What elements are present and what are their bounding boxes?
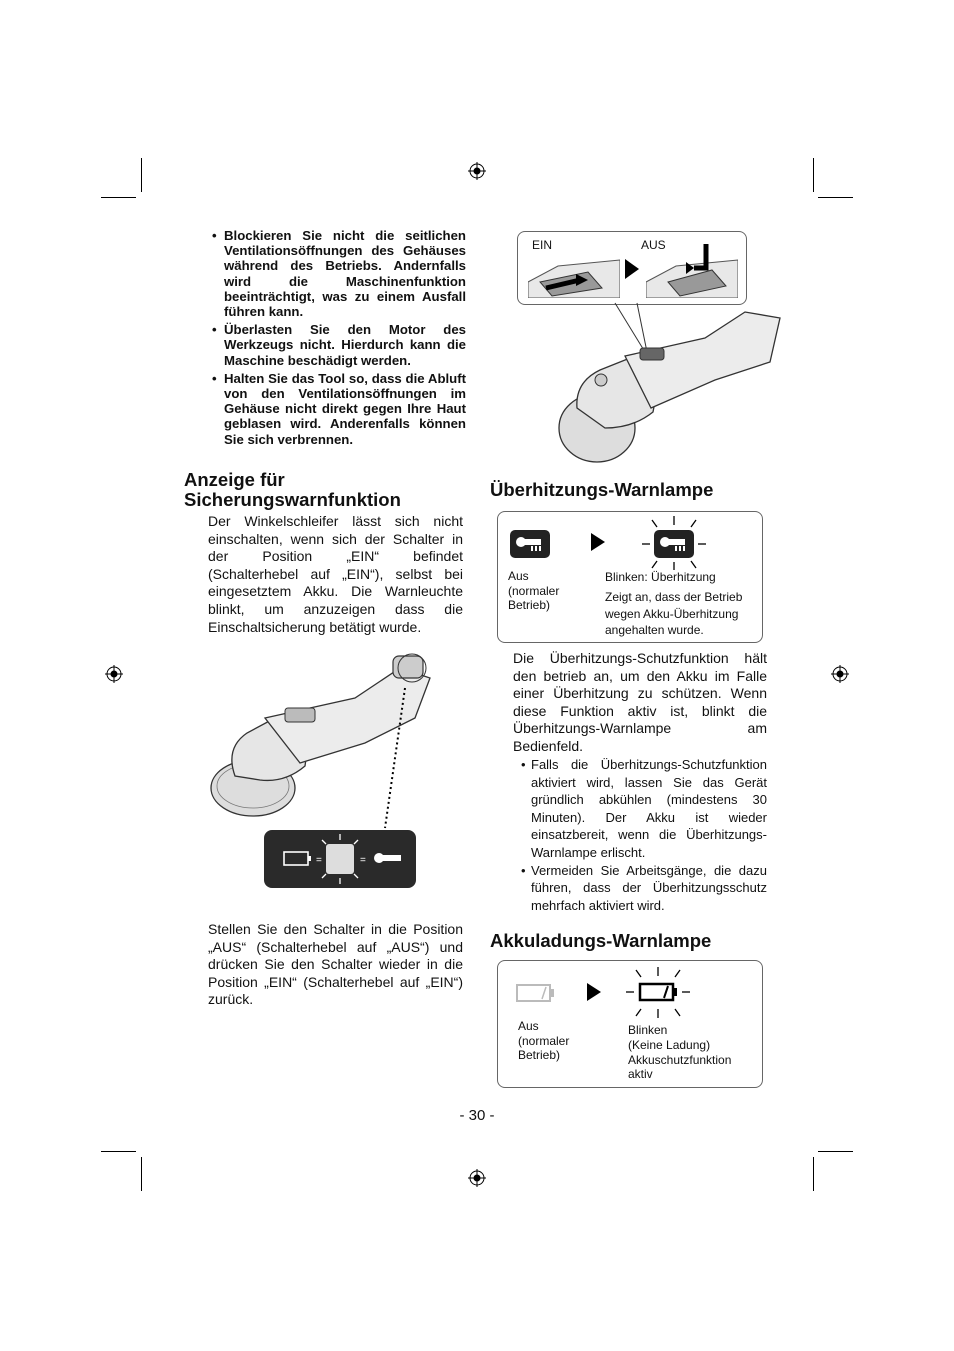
warning-item: • Halten Sie das Tool so, dass die Abluft von den Ventilationsöffnungen im Gehäuse nicht direkt gegen Ihre Haut geblasen wird. Anderenfalls können Sie sich verbrennen. [212, 371, 466, 447]
warning-list [184, 228, 466, 447]
arrow-right-icon [625, 259, 639, 279]
battery-blink-icon [624, 967, 692, 1019]
overheat-blink-description: Zeigt an, dass der Betrieb wegen Akku-Überhitzung angehalten wurde. [605, 590, 743, 637]
registration-mark-icon [105, 665, 123, 683]
overheat-blink-label: Blinken: Überhitzung [605, 570, 716, 584]
switch-off-illustration [646, 242, 738, 298]
overheat-off-label: Aus (normaler Betrieb) [508, 569, 560, 612]
crop-mark [141, 1157, 142, 1191]
overheat-description: Die Überhitzungs-Schutzfunktion hält den betrieb an, um den Akku im Falle einer Überhitzung zu schützen. Wenn diese Funktion aktiv ist, blinkt die Überhitzungs-Warnlampe am Bedienfeld. [513, 650, 767, 754]
switch-instruction: Stellen Sie den Schalter in die Position „AUS“ (Schalterhebel auf „AUS“) und drücken Sie den Schalter wieder in die Position „EIN“ (Schalterhebel auf „EIN“) zurück. [208, 921, 463, 1008]
section-title-overheat: Überhitzungs-Warnlampe [490, 479, 714, 500]
overheat-blink-icon [638, 516, 708, 570]
registration-mark-icon [831, 665, 849, 683]
overheat-indicator-box [497, 511, 763, 643]
crop-mark [141, 158, 142, 192]
page-number: - 30 - [459, 1107, 495, 1124]
arrow-right-icon [591, 533, 605, 551]
warning-item: • Blockieren Sie nicht die seitlichen Ventilationsöffnungen des Gehäuses während des Betriebs. Andernfalls wird die Maschinenfunktion beeinträchtigt, was zu einem Ausfall führen kann. [212, 228, 466, 319]
section-title-charge: Akkuladungs-Warnlampe [490, 930, 712, 951]
control-panel-illustration [264, 830, 416, 888]
angle-grinder-switch-illustration [555, 300, 795, 468]
angle-grinder-illustration [205, 648, 450, 838]
charge-indicator-box [497, 960, 763, 1088]
switch-callout [517, 231, 747, 305]
warning-item: • Überlasten Sie den Motor des Werkzeugs nicht. Hierdurch kann die Maschine beschädigt werden. [212, 322, 466, 368]
overheat-note-item: • Vermeiden Sie Arbeitsgänge, die dazu führen, dass der Überhitzungsschutz mehrfach aktiviert wird. [521, 862, 767, 915]
on-label: EIN [532, 238, 553, 252]
registration-mark-icon [468, 1169, 486, 1187]
charge-blink-label: Blinken (Keine Ladung) Akkuschutzfunktion aktiv [628, 1023, 732, 1082]
arrow-right-icon [587, 983, 601, 1001]
crop-mark [101, 197, 136, 198]
switch-on-illustration [528, 252, 620, 298]
off-label: AUS [641, 238, 666, 252]
overheat-note-item: • Falls die Überhitzungs-Schutzfunktion aktiviert wird, lassen Sie das Gerät gründlich abkühlen (mindestens 30 Minuten). Der Akku ist wieder einsatzbereit, wenn die Überhitzungs-Warnlampe erlischt. [521, 756, 767, 862]
crop-mark [818, 197, 853, 198]
crop-mark [813, 158, 814, 192]
section-title-safety: Anzeige für Sicherungswarnfunktion [184, 469, 401, 510]
charge-off-label: Aus (normaler Betrieb) [518, 1019, 570, 1062]
overheat-notes [521, 756, 767, 914]
left-column [184, 228, 466, 450]
overheat-off-icon [510, 530, 550, 558]
crop-mark [813, 1157, 814, 1191]
battery-off-icon [516, 983, 556, 1003]
safety-description: Der Winkelschleifer lässt sich nicht einschalten, wenn sich der Schalter in der Position „EIN“ befindet (Schalterhebel auf „EIN“), selbst bei eingesetztem Akku. Die Warnleuchte blinkt, um anzuzeigen dass die Einschaltsicherung betätigt wurde. [208, 513, 463, 635]
crop-mark [818, 1151, 853, 1152]
registration-mark-icon [468, 162, 486, 180]
svg-text:=: = [316, 855, 322, 866]
svg-text:=: = [360, 855, 366, 866]
crop-mark [101, 1151, 136, 1152]
